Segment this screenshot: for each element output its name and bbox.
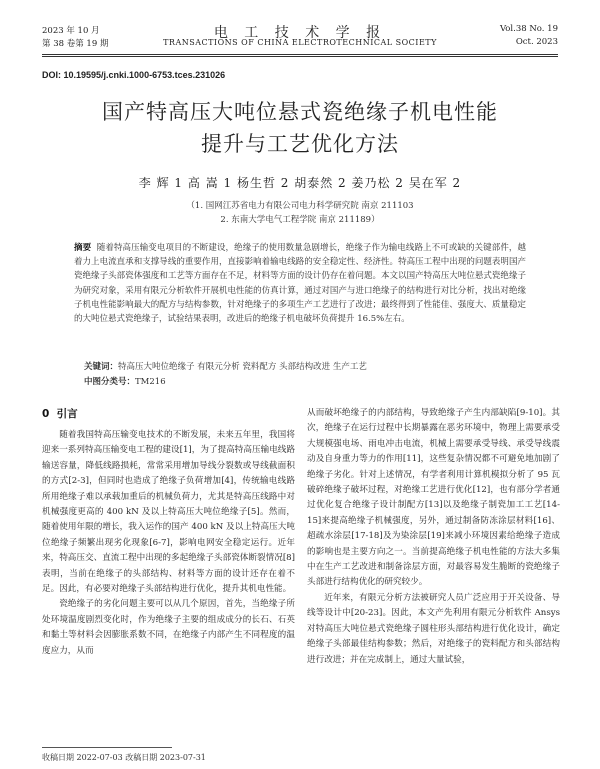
abstract-text: 随着特高压输变电项目的不断建设，绝缘子的使用数量急剧增长，绝缘子作为输电线路上不可或缺的关键部件，越着力上电流直承和支撑导线的重要作用，直接影响着输电线路的安全稳定性、经济性。特高压工程中出现的问题表明国产瓷绝缘子头部瓷体强度和工艺等方面存在不足，材料等方面的设计仍存在着问题。本文以国产特高压大吨位悬式瓷绝缘子为研究对象，采用有限元分析软件开展机电性能的仿真计算，通过对国产与进口绝缘子的结构进行对比分析，找出对绝缘子机电性能影响最大的配方与结构参数，针对绝缘子的多项生产工艺进行了改进；最终得到了性能佳、强度大、质量稳定的大吨位悬式瓷绝缘子，试验结果表明，改进后的绝缘子机电破坏负荷提升 16.5%左右。 — [74, 243, 526, 325]
section-heading — [42, 406, 295, 422]
classification-label: 中图分类号： — [84, 377, 136, 387]
left-column — [42, 406, 295, 659]
right-column — [307, 406, 560, 668]
affiliations — [60, 199, 540, 227]
issue-date: 2023 年 10 月 — [42, 26, 100, 36]
header-rule — [42, 54, 558, 55]
section-title: 引言 — [56, 408, 78, 420]
header-rule-thin — [42, 56, 558, 57]
right-paragraph-2: 近年来，有限元分析方法被研究人员广泛应用于开关设备、导线等设计中[20-23]。因此，本文产先利用有限元分析软件 Ansys 对特高压大吨位悬式瓷绝缘子圆柱形头部结构进行优化设计，确定绝缘子头部最佳结构参数；然后，对绝缘子的瓷料配方和头部结构进行改进；并在完成制上，通过大量试验， — [307, 592, 560, 665]
journal-title-cn: 电 工 技 术 学 报 — [213, 25, 387, 41]
title-line-2: 提升与工艺优化方法 — [201, 132, 399, 156]
journal-header — [42, 24, 558, 52]
journal-title-en: TRANSACTIONS OF CHINA ELECTROTECHNICAL SOCIETY — [163, 38, 437, 47]
classification — [84, 375, 526, 387]
keywords-text: 特高压大吨位绝缘子 有限元分析 瓷料配方 头部结构改进 生产工艺 — [118, 362, 367, 372]
volume-number-en: Vol.38 No. 19 — [499, 24, 558, 34]
section-number: 0 — [42, 408, 50, 420]
paper-title — [40, 96, 560, 160]
classification-code: TM216 — [135, 377, 166, 387]
left-paragraph-2: 瓷绝缘子的劣化问题主要可以从几个原因，首先，当绝缘子所处环境温度剧烈变化时，作为绝缘子主要的组成成分的长石、石英和黏土等材料会因膨胀系数不同，在绝缘子内部产生不同程度的温度应力，从而 — [42, 599, 295, 656]
abstract-label: 摘要 — [74, 243, 92, 253]
affiliation-2: 2. 东南大学电气工程学院 南京 211189） — [220, 215, 380, 225]
doi: DOI: 10.19595/j.cnki.1000-6753.tces.231026 — [42, 70, 226, 80]
right-paragraph-1: 从而破坏绝缘子的内部结构，导致绝缘子产生内部缺陷[9-10]。其次，绝缘子在运行过程中长期暴露在恶劣环境中，物理上需要承受大规模强电场、雨电冲击电流，机械上需要承受导线、承受导线震动及自身重力等力的作用[11]，这些复杂情况都不可避免地加剧了绝缘子劣化。针对上述情况，有学者利用计算机模拟分析了 95 瓦破碎绝缘子破坏过程，对绝缘工艺进行优化[12]，也有部分学者通过优化复合绝缘子设计制配方[13]以及绝缘子制瓷加工工艺[14-15]来提高绝缘子机械强度，另外，通过制备防冻涂层材料[16]、超疏水涂层[17-18]及为染涂层[19]来减小环境因素给绝缘子造成的影响也是主要方向之一。当前提高绝缘子机电性能的方法大多集中在生产工艺改进和制备涂层方面，对最容易发生脆断的瓷绝缘子头部进行结构优化的研究较少。 — [307, 408, 560, 588]
left-paragraph-1: 随着我国特高压输变电技术的不断发展，未来五年里，我国将迎来一系列特高压输变电工程的建设[1]，为了提高特高压输电线路输送容量，降低线路损耗，常常采用增加导线分裂数或导线截面积的方式[2-3]，但同时也造成了绝缘子负荷增加[4]，传统输电线路所用绝缘子难以承载加重后的机械负荷力，尤其是特高压线路中对机械强度更高的 400 kN 及以上特高压大吨位绝缘子[5]。然而，随着使用年限的增长，我入运作的国产 400 kN 及以上特高压大吨位绝缘子频繁出现劣化现象[6-7]，影响电网安全稳定运行。近年来，特高压交、直流工程中出现的多起绝缘子头部瓷体断裂情况[8]表明，当前在绝缘子的头部结构、材料等方面的设计还存在着不足。因此，有必要对绝缘子头部结构进行优化，提升其机电性能。 — [42, 430, 295, 595]
month-year-en: Oct. 2023 — [515, 37, 558, 47]
title-line-1: 国产特高压大吨位悬式瓷绝缘子机电性能 — [102, 100, 498, 124]
author-list: 李 辉 1 高 嵩 1 杨生哲 2 胡泰然 2 姜乃松 2 吴在军 2 — [138, 176, 462, 190]
keywords — [84, 360, 526, 372]
abstract — [74, 241, 526, 326]
received-dates: 收稿日期 2022-07-03 改稿日期 2023-07-31 — [42, 753, 206, 762]
keywords-label: 关键词： — [84, 362, 119, 372]
volume-issue-cn: 第 38 卷第 19 期 — [42, 39, 109, 49]
footnote-rule — [42, 747, 172, 748]
affiliation-1: （1. 国网江苏省电力有限公司电力科学研究院 南京 211103 — [186, 201, 414, 211]
